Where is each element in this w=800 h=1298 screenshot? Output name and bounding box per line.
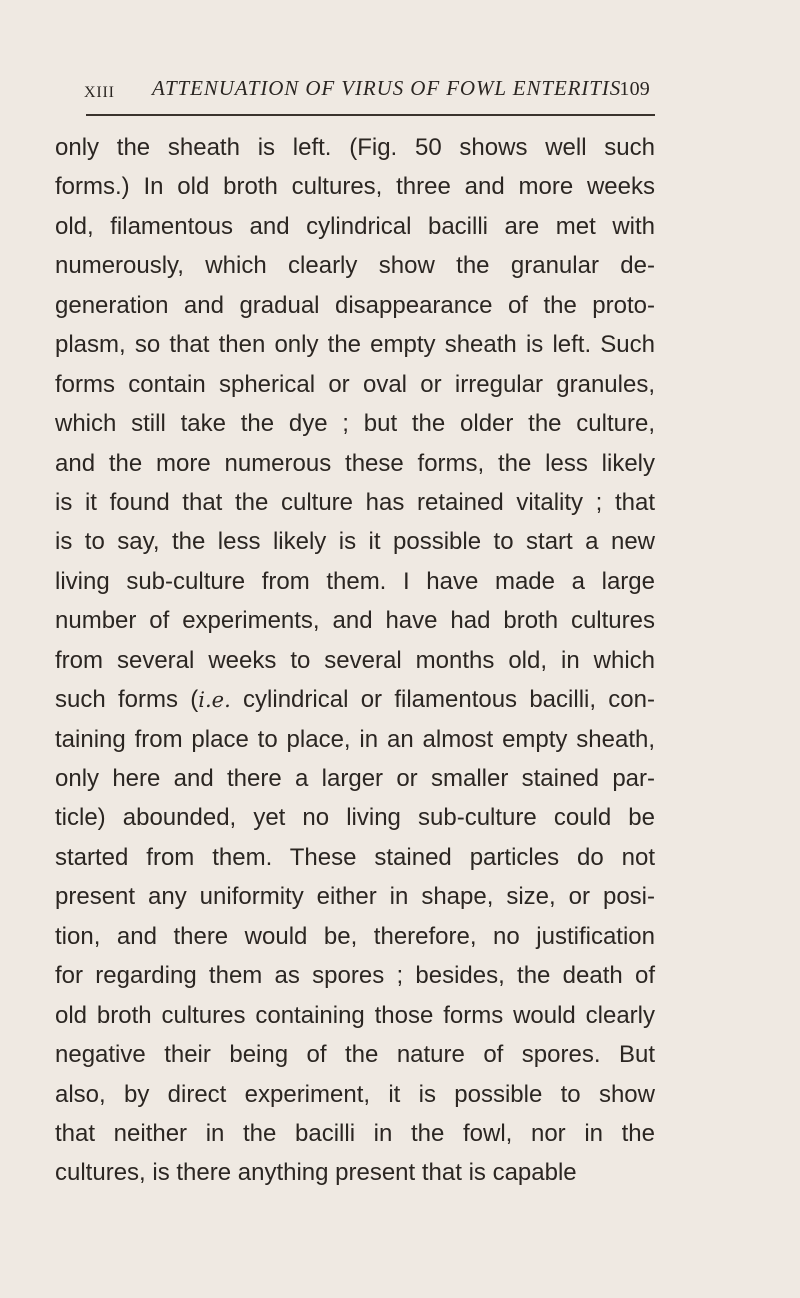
text-line: that neither in the bacilli in the fowl, nor in the [55,1119,655,1147]
running-title: ATTENUATION OF VIRUS OF FOWL ENTERITIS [152,76,622,100]
text-line: forms contain spherical or oval or irregular granules, [55,370,655,398]
text-line: which still take the dye ; but the older the culture, [55,410,655,438]
text-line: only the sheath is left. (Fig. 50 shows well such [55,134,655,161]
text-line: plasm, so that then only the empty sheath is left. Such [55,331,655,359]
text-line: number of experiments, and have had broth cultures [55,607,655,635]
text-run: such forms ( [55,686,199,714]
text-line: for regarding them as spores ; besides, the death of [55,962,655,990]
text-line: old broth cultures containing those forms would clearly [55,1001,655,1029]
text-line: started from them. These stained particles do not [55,843,655,871]
text-line: cultures, is there anything present that is capable [55,1159,577,1187]
text-line: only here and there a larger or smaller stained par- [55,765,655,792]
text-line: from several weeks to several months old, in which [55,646,655,674]
text-line: generation and gradual disappearance of the proto- [55,291,655,319]
text-run: cylindrical or filamentous bacilli, con- [230,686,655,714]
text-line: and the more numerous these forms, the less likely [55,449,655,477]
text-line [55,680,655,719]
text-line: negative their being of the nature of spores. But [55,1041,655,1069]
text-line: is it found that the culture has retained vitality ; that [55,488,655,516]
text-line: forms.) In old broth cultures, three and more weeks [55,173,655,201]
text-line: ticle) abounded, yet no living sub-culture could be [55,804,655,832]
text-line: living sub-culture from them. I have made a large [55,567,655,595]
text-line: present any uniformity either in shape, size, or posi- [55,883,655,911]
text-line: tion, and there would be, therefore, no justification [55,922,655,950]
running-head [54,76,650,110]
text-line: numerously, which clearly show the granular de- [55,252,655,280]
text-line: taining from place to place, in an almost empty sheath, [55,725,655,753]
page-number: 109 [619,78,650,100]
text-line: old, filamentous and cylindrical bacilli are met with [55,212,655,240]
text-line: also, by direct experiment, it is possible to show [55,1080,655,1108]
header-rule [86,114,655,116]
chapter-number: XIII [84,84,115,101]
body-text [55,128,655,1193]
text-line: is to say, the less likely is it possible to start a new [55,528,655,556]
italic-abbreviation: i.e. [198,688,231,713]
